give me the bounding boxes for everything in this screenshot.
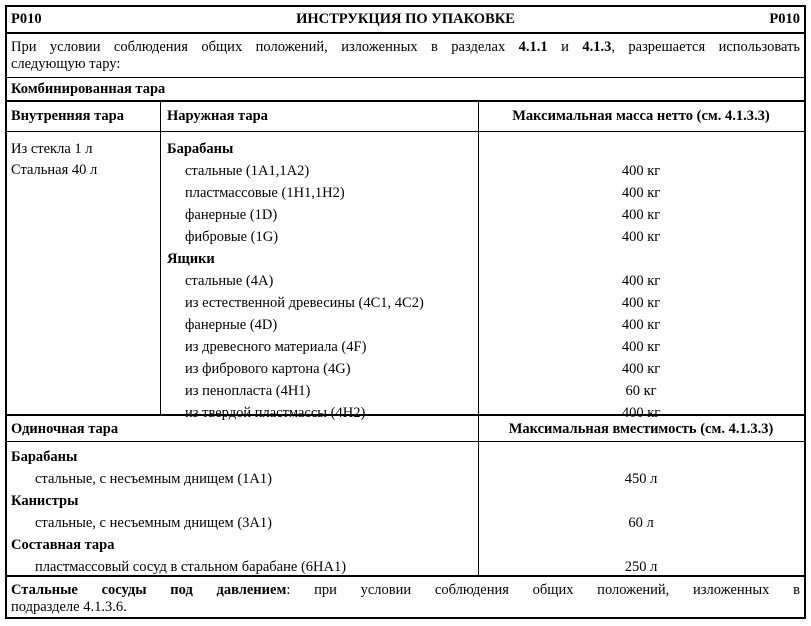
outer-packaging-type: из естественной древесины (4C1, 4C2) [185, 295, 424, 311]
separator-single-heading [478, 414, 479, 441]
max-net-mass-value: 400 кг [621, 185, 661, 201]
col-header-divider [7, 131, 804, 132]
single-heading-divider [7, 441, 804, 442]
max-net-mass-value: 400 кг [621, 317, 661, 333]
single-group-heading: Барабаны [11, 449, 78, 465]
combined-heading-divider [7, 100, 804, 102]
max-capacity-value: 250 л [624, 559, 658, 575]
instruction-code-left: P010 [11, 11, 42, 27]
max-net-mass-value: 400 кг [621, 339, 661, 355]
single-group-heading: Канистры [11, 493, 79, 509]
intro-line-1: При условии соблюдения общих положений, изложенных в разделах 4.1.1 и 4.1.3, разрешается использовать [11, 39, 801, 55]
col-header-capacity: Максимальная вместимость (см. 4.1.3.3) [508, 421, 774, 437]
col-header-outer: Наружная тара [167, 108, 268, 124]
outer-packaging-type: из твердой пластмассы (4H2) [185, 405, 366, 421]
single-packaging-type: стальные, с несъемным днищем (1A1) [35, 471, 272, 487]
intro-divider [7, 77, 804, 78]
col-header-inner: Внутренняя тара [11, 108, 124, 124]
footer-note-line-1: Стальные сосуды под давлением: при условии соблюдения общих положений, изложенных в [11, 582, 800, 598]
max-net-mass-value: 400 кг [621, 405, 661, 421]
max-net-mass-value: 400 кг [621, 295, 661, 311]
single-packaging-type: пластмассовый сосуд в стальном барабане (6HA1) [35, 559, 347, 575]
outer-packaging-type: пластмассовые (1H1,1H2) [185, 185, 345, 201]
intro-line-2: следующую тару: [11, 56, 121, 72]
single-packaging-type: стальные, с несъемным днищем (3A1) [35, 515, 272, 531]
outer-packaging-type: из древесного материала (4F) [185, 339, 367, 355]
single-group-heading: Составная тара [11, 537, 115, 553]
max-net-mass-value: 400 кг [621, 207, 661, 223]
outer-packaging-type: фанерные (1D) [185, 207, 278, 223]
instruction-code-right: P010 [769, 11, 800, 27]
col-header-mass: Максимальная масса нетто (см. 4.1.3.3) [512, 108, 770, 124]
single-packaging-heading: Одиночная тара [11, 421, 119, 437]
outer-packaging-type: стальные (4A) [185, 273, 274, 289]
footer-note-line-2: подразделе 4.1.3.6. [11, 599, 127, 615]
max-net-mass-value: 400 кг [621, 361, 661, 377]
combined-packaging-heading: Комбинированная тара [11, 81, 166, 97]
single-section-divider [7, 575, 804, 577]
max-net-mass-value: 400 кг [621, 229, 661, 245]
max-capacity-value: 450 л [624, 471, 658, 487]
outer-packaging-type: фибровые (1G) [185, 229, 279, 245]
outer-packaging-type: из фибрового картона (4G) [185, 361, 351, 377]
outer-packaging-type: из пенопласта (4H1) [185, 383, 311, 399]
max-net-mass-value: 400 кг [621, 273, 661, 289]
max-capacity-value: 60 л [628, 515, 654, 531]
instruction-title: ИНСТРУКЦИЯ ПО УПАКОВКЕ [296, 11, 515, 27]
separator-single-body [478, 441, 479, 575]
packing-instruction-document [5, 5, 806, 619]
outer-packaging-type: стальные (1A1,1A2) [185, 163, 310, 179]
outer-packaging-type: фанерные (4D) [185, 317, 278, 333]
inner-packaging-item: Из стекла 1 л [11, 141, 93, 157]
outer-group-heading: Барабаны [167, 141, 234, 157]
inner-packaging-item: Стальная 40 л [11, 162, 98, 178]
max-net-mass-value: 60 кг [625, 383, 657, 399]
title-divider [7, 32, 804, 34]
separator-inner-outer [160, 100, 161, 414]
outer-group-heading: Ящики [167, 251, 215, 267]
max-net-mass-value: 400 кг [621, 163, 661, 179]
combined-section-divider [7, 414, 804, 416]
